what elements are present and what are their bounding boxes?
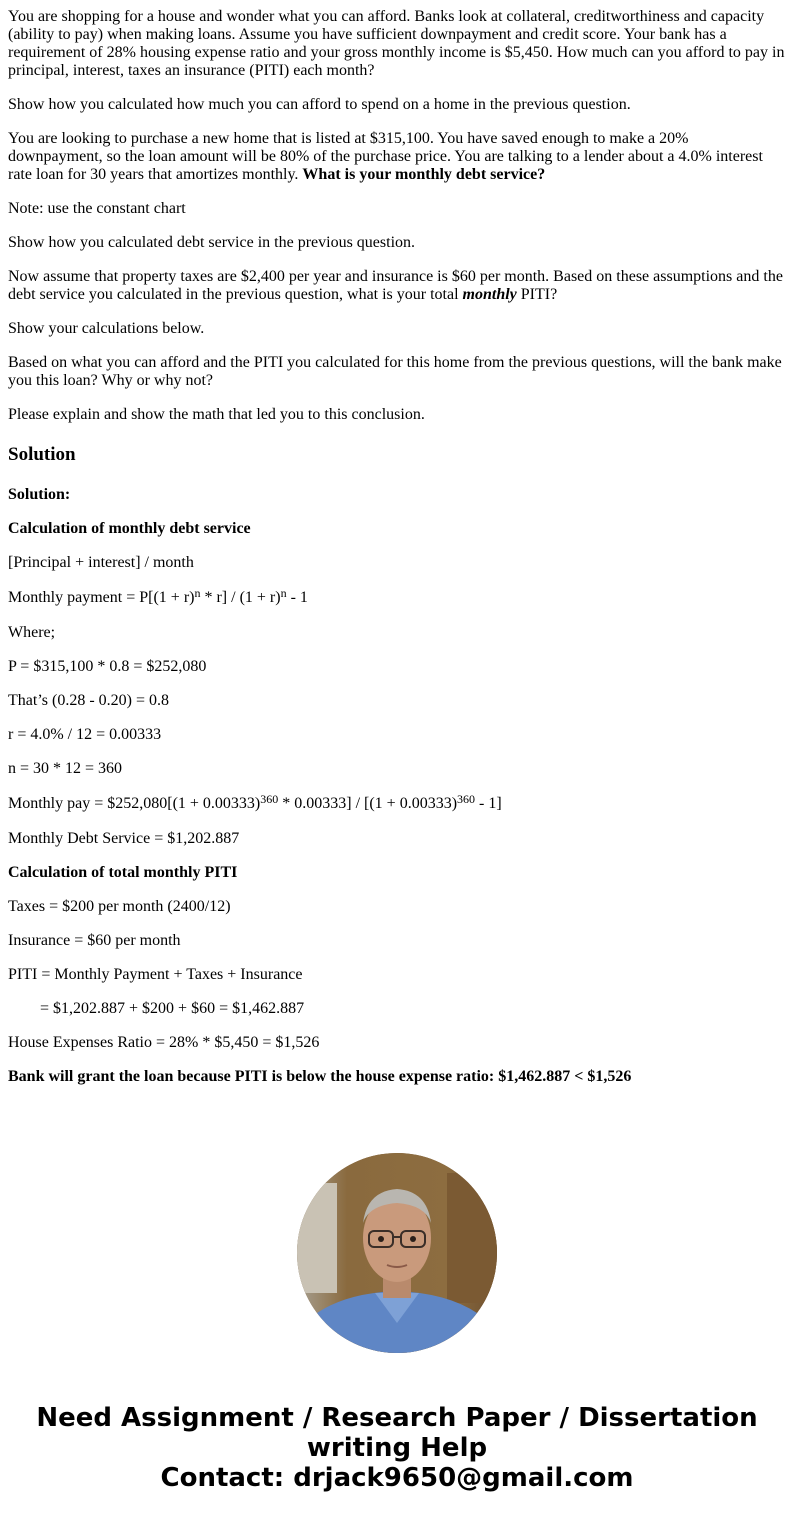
formula-exponent-2: n <box>280 586 287 600</box>
question-3-bold: What is your monthly debt service? <box>302 166 546 183</box>
formula-part-a: Monthly payment = P[(1 + r) <box>8 589 195 606</box>
question-2: Show how you calculated how much you can afford to spend on a home in the previous question. <box>8 96 631 113</box>
formula-part-c: - 1 <box>286 589 308 606</box>
question-5-emphasis: monthly <box>462 286 517 303</box>
solution-heading: Solution <box>8 444 76 465</box>
note: Note: use the constant chart <box>8 200 186 217</box>
promo-contact: Contact: drjack9650@gmail.com <box>160 1463 634 1493</box>
monthly-pay-calculation <box>8 794 786 814</box>
question-3 <box>8 130 786 184</box>
taxes-line: Taxes = $200 per month (2400/12) <box>8 898 231 915</box>
monthly-payment-formula <box>8 588 786 608</box>
periods-line: n = 30 * 12 = 360 <box>8 760 123 777</box>
question-5 <box>8 268 786 304</box>
promo-line-1: Need Assignment / Research Paper / Dissertation <box>36 1403 758 1433</box>
piti-heading-text: Calculation of total monthly PITI <box>8 864 238 881</box>
pi-line: [Principal + interest] / month <box>8 554 194 571</box>
house-expense-ratio-line: House Expenses Ratio = 28% * $5,450 = $1,526 <box>8 1034 320 1051</box>
question-8: Please explain and show the math that led you to this conclusion. <box>8 406 425 423</box>
question-5-end: PITI? <box>516 286 558 303</box>
solution-label <box>8 486 786 504</box>
pay-part-c: - 1] <box>475 795 502 812</box>
question-5-text: Now assume that property taxes are $2,400 per year and insurance is $60 per month. Based on these assumptions and the debt service you calculated in the previous question, what is your total <box>8 268 783 303</box>
insurance-line: Insurance = $60 per month <box>8 932 181 949</box>
author-photo <box>297 1153 497 1353</box>
promo-line-2: writing Help <box>306 1433 488 1463</box>
conclusion-line <box>8 1068 786 1086</box>
where-line: Where; <box>8 624 56 641</box>
piti-result-line: = $1,202.887 + $200 + $60 = $1,462.887 <box>40 1000 305 1017</box>
monthly-debt-service-line: Monthly Debt Service = $1,202.887 <box>8 830 240 847</box>
principal-line: P = $315,100 * 0.8 = $252,080 <box>8 658 207 675</box>
author-avatar <box>297 1153 497 1353</box>
question-7: Based on what you can afford and the PITI you calculated for this home from the previous questions, will the bank make you this loan? Why or why not? <box>8 354 782 389</box>
pay-exponent-1: 360 <box>260 792 279 806</box>
piti-heading <box>8 864 786 882</box>
formula-exponent-1: n <box>194 586 201 600</box>
promo-banner <box>0 1403 794 1493</box>
question-4: Show how you calculated debt service in the previous question. <box>8 234 416 251</box>
solution-label-text: Solution: <box>8 486 71 503</box>
piti-formula-line: PITI = Monthly Payment + Taxes + Insurance <box>8 966 303 983</box>
pay-exponent-2: 360 <box>457 792 476 806</box>
pay-part-a: Monthly pay = $252,080[(1 + 0.00333) <box>8 795 261 812</box>
debt-service-heading-text: Calculation of monthly debt service <box>8 520 251 537</box>
question-1: You are shopping for a house and wonder what you can afford. Banks look at collateral, creditworthiness and capacity (ability to pay) when making loans. Assume you have sufficient downpayment and credit score. Your bank has a requirement of 28% housing expense ratio and your gross monthly income is $5,450. How much can you afford to pay in principal, interest, taxes an insurance (PITI) each month? <box>8 8 785 79</box>
debt-service-heading <box>8 520 786 538</box>
rate-line: r = 4.0% / 12 = 0.00333 <box>8 726 162 743</box>
formula-part-b: * r] / (1 + r) <box>200 589 281 606</box>
ratio-line: That’s (0.28 - 0.20) = 0.8 <box>8 692 169 709</box>
person-portrait-icon <box>297 1153 497 1353</box>
pay-part-b: * 0.00333] / [(1 + 0.00333) <box>278 795 458 812</box>
question-3-text: You are looking to purchase a new home that is listed at $315,100. You have saved enough to make a 20% downpayment, so the loan amount will be 80% of the purchase price. You are talking to a lender about a 4.0% interest rate loan for 30 years that amortizes monthly. <box>8 130 763 183</box>
conclusion-text: Bank will grant the loan because PITI is below the house expense ratio: $1,462.887 < $1,526 <box>8 1068 632 1085</box>
question-6: Show your calculations below. <box>8 320 205 337</box>
